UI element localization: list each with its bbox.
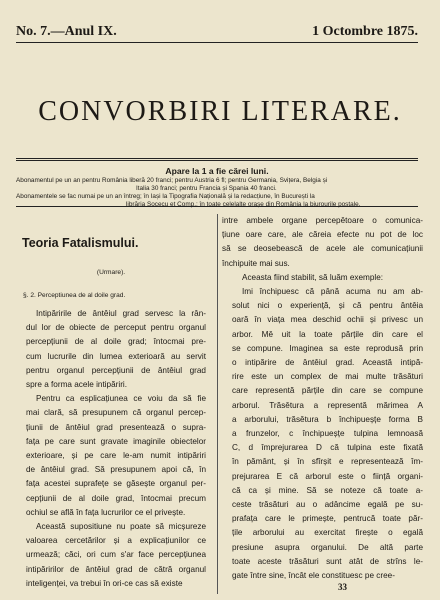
subscription-line: Abonamentele se fac numai pe un an întreg; în Iași la Tipografia Națională și la redacțiune, în București la [16, 193, 315, 200]
paragraph [222, 271, 423, 285]
publication-frequency: Apare la 1 a fie cărei luni. [165, 166, 269, 176]
article-title: Teoria Fatalismului. [22, 236, 139, 250]
text-line: cepțiunii de al doile grad, întocmai precum [26, 493, 206, 503]
text-line: mai clară, să presupunem că organul percep- [26, 408, 206, 418]
text-line: rire este un complex de mai multe trăsături [232, 372, 423, 382]
text-line: gate între sine, încât ele constituesc pe cree- [232, 571, 395, 581]
subscription-line: librăria Socecu et Comp.; în toate celelalte orașe din România la biurourile postale. [126, 201, 361, 208]
text-line: închipuite mai sus. [222, 258, 290, 268]
text-line: o intipărire de ântêiul grad. Această intipă- [232, 358, 423, 368]
text-line: prejurarea E că arborul este o ființă organi- [232, 471, 423, 481]
continuation-note: (Urmare). [96, 269, 126, 276]
text-line: în pământ, și în sfîrșit e representează îm- [232, 457, 423, 467]
paragraph [16, 392, 206, 520]
text-line: a frunzelor, c închipueșțe tulpina lemnoasă [232, 429, 423, 439]
text-line: intre ambele organe percepětoare o comunica- [222, 216, 423, 225]
masthead-rule [16, 158, 418, 161]
text-line: a arborului, trăsětura b închipueșțe forma B [232, 414, 423, 424]
issue-date: 1 Octombre 1875. [312, 24, 418, 39]
text-line: fața acestei suprafețe se găsește organul per- [26, 479, 206, 489]
text-line: oară în viața mea deschid ochii și privesc un [232, 315, 423, 325]
masthead-title: CONVORBIRI LITERARE. [38, 96, 402, 127]
left-column [16, 214, 206, 591]
header-rule [16, 42, 418, 43]
issue-number: No. 7.—Anul IX. [16, 24, 117, 39]
text-line: care representă părțile din care se compune [232, 386, 423, 396]
text-line: Această supositiune nu poate să micșureze [36, 522, 206, 532]
right-column [222, 214, 423, 583]
text-line: spre a forma acele intipăriri. [26, 380, 128, 390]
text-line: țiunii de ântêiul grad presentează o supra- [26, 422, 206, 432]
paragraph [16, 307, 206, 392]
text-line: exterioare, și pe care le-am numit intipăriri [26, 451, 206, 461]
paragraph [222, 214, 423, 271]
text-line: valoarea cercetărilor și a explicațiunilor ce [26, 536, 206, 546]
text-line: Imi închipuesc că până acuma nu am ab- [242, 287, 423, 297]
text-line: fața pe care sunt gravate imaginile obiectelor [26, 436, 206, 446]
text-line: că ca și mine. Să se noteze că toate a- [232, 485, 423, 495]
text-line: intipăririlor de ântêiul grad de cătră organul [26, 564, 206, 574]
left-column-text [16, 307, 206, 591]
subscription-info [16, 167, 418, 209]
text-line: arbor. Mě uit la toate părțile din care el [232, 329, 423, 339]
text-line: se compune. Imaginea sa este reprodusă prin [232, 343, 423, 353]
text-line: urmează; căci, ori cum s'ar face percepțiunea [26, 550, 206, 560]
text-line: să se deosebească de acele ale comunicațiunii [222, 244, 423, 254]
text-line: Pentru ca esplicațiunea ce voiu da să fie [36, 394, 206, 404]
text-line: dul lor de obiecte de perceput pentru organul [26, 323, 206, 333]
text-line: cum lucrurile din lumea exterioară au servit [26, 351, 206, 361]
text-line: țiune oare care, ale căreia efecte nu pot de loc [222, 230, 423, 240]
text-line: Intipăririle de ântêiul grad servesc la rân- [36, 309, 206, 318]
text-line: țile arborului au exercitat firește o egală [232, 528, 423, 538]
text-line: arborul. Trăsětura a representă mărimea A [232, 400, 423, 410]
paragraph [222, 285, 423, 583]
text-line: Aceasta fiind stabilit, să luăm exemple: [242, 272, 384, 282]
paragraph [16, 520, 206, 591]
text-line: de ântêiul grad. Să presupunem apoi că, în [26, 465, 206, 475]
subscription-rule [16, 206, 418, 207]
section-heading: §. 2. Perceptiunea de al doile grad. [23, 292, 126, 299]
subscription-line: Abonamentul pe un an pentru România liberă 20 franci; pentru Austria 6 fl; pentru Germania, Svițera, Belgia și [16, 177, 328, 184]
text-line: ochiul se află în fața lucrurilor ce el privește. [26, 507, 186, 517]
text-line: C, d împrejurarea D că tulpina este fixată [232, 443, 423, 453]
text-line: pentru organul percepțiunii de ântêiul grad [26, 365, 206, 375]
text-line: prafața care le primește, pentrucă toate păr- [232, 514, 423, 524]
text-line: ceste trăsături au o adâncime egală pe su- [232, 500, 423, 510]
text-line: toate aceste trăsături sunt atât de strîns le- [232, 556, 423, 566]
text-line: solut nici o experiență, și că pentru ântêia [232, 301, 423, 311]
column-divider [217, 214, 218, 594]
page-number: 33 [338, 582, 347, 592]
issue-header [16, 24, 418, 40]
subscription-line: Italia 30 franci; pentru Francia și Spania 40 franci. [136, 185, 277, 192]
text-line: inteligenței, va trebui în ori-ce cas să existe [26, 578, 183, 588]
text-line: percepțiunii de al doile grad; întocmai pre- [26, 337, 206, 347]
text-line: presiune asupra organului. De altă parte [232, 542, 423, 552]
